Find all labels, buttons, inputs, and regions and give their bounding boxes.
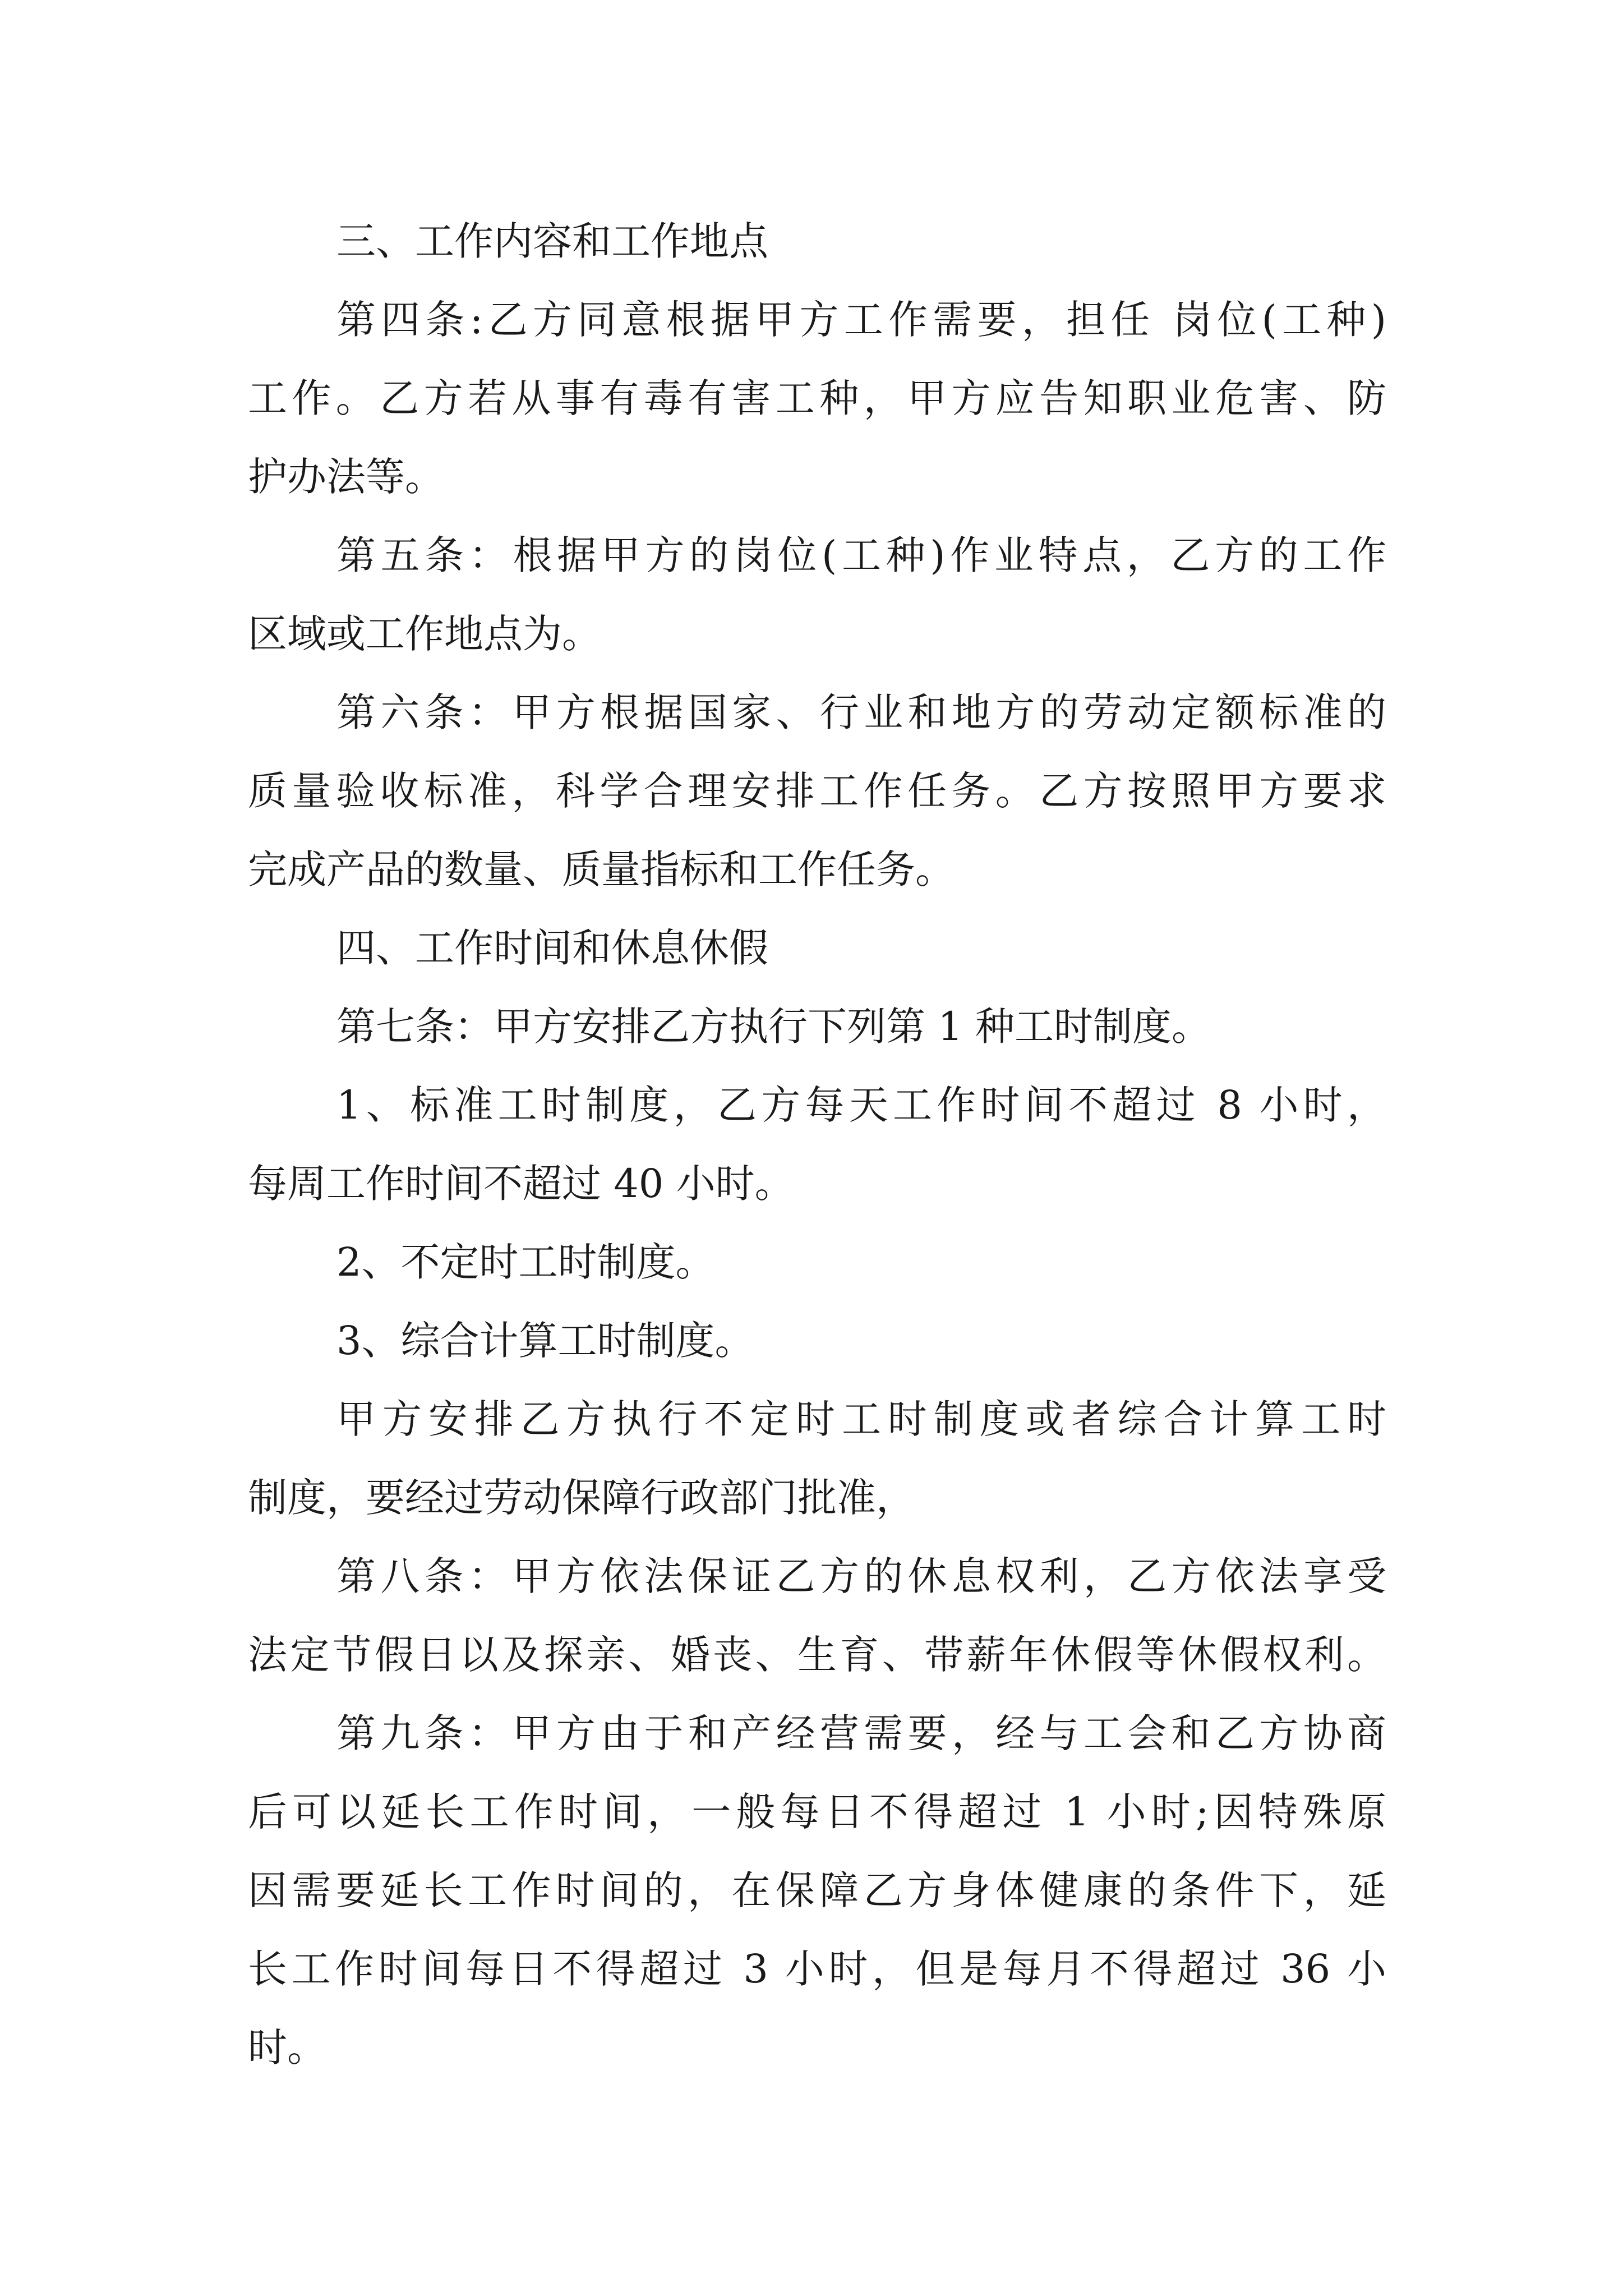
article-9-line-5: 时。 [248, 2024, 326, 2070]
article-6-line-2: 质量验收标准，科学合理安排工作任务。乙方按照甲方要求 [248, 768, 1386, 814]
article-4-line-1: 第四条:乙方同意根据甲方工作需要，担任 岗位(工种) [336, 297, 1386, 343]
article-4-line-3: 护办法等。 [248, 454, 444, 500]
approval-note-line-1: 甲方安排乙方执行不定时工时制度或者综合计算工时 [336, 1396, 1386, 1442]
article-9-line-2: 后可以延长工作时间，一般每日不得超过 1 小时;因特殊原 [248, 1789, 1386, 1835]
article-5-line-2: 区域或工作地点为。 [248, 611, 601, 657]
item-1-line-1: 1、标准工时制度，乙方每天工作时间不超过 8 小时， [336, 1082, 1386, 1128]
approval-note-line-2: 制度，要经过劳动保障行政部门批准， [248, 1475, 915, 1521]
article-5-line-1: 第五条：根据甲方的岗位(工种)作业特点，乙方的工作 [336, 532, 1386, 578]
article-8-line-2: 法定节假日以及探亲、婚丧、生育、带薪年休假等休假权利。 [248, 1632, 1386, 1678]
item-3: 3、综合计算工时制度。 [336, 1318, 754, 1364]
article-8-line-1: 第八条：甲方依法保证乙方的休息权利，乙方依法享受 [336, 1553, 1386, 1599]
article-4-line-2: 工作。乙方若从事有毒有害工种，甲方应告知职业危害、防 [248, 375, 1386, 421]
article-6-line-1: 第六条：甲方根据国家、行业和地方的劳动定额标准的 [336, 689, 1386, 735]
article-9-line-4: 长工作时间每日不得超过 3 小时，但是每月不得超过 36 小 [248, 1946, 1386, 1992]
item-2: 2、不定时工时制度。 [336, 1239, 715, 1285]
article-6-line-3: 完成产品的数量、质量指标和工作任务。 [248, 846, 955, 892]
article-9-line-3: 因需要延长工作时间的，在保障乙方身体健康的条件下，延 [248, 1867, 1386, 1913]
section-heading-4: 四、工作时间和休息休假 [336, 925, 768, 971]
article-7-line-1: 第七条：甲方安排乙方执行下列第 1 种工时制度。 [336, 1004, 1211, 1050]
item-1-line-2: 每周工作时间不超过 40 小时。 [248, 1161, 794, 1207]
section-heading-3: 三、工作内容和工作地点 [336, 218, 768, 264]
article-9-line-1: 第九条：甲方由于和产经营需要，经与工会和乙方协商 [336, 1710, 1386, 1756]
